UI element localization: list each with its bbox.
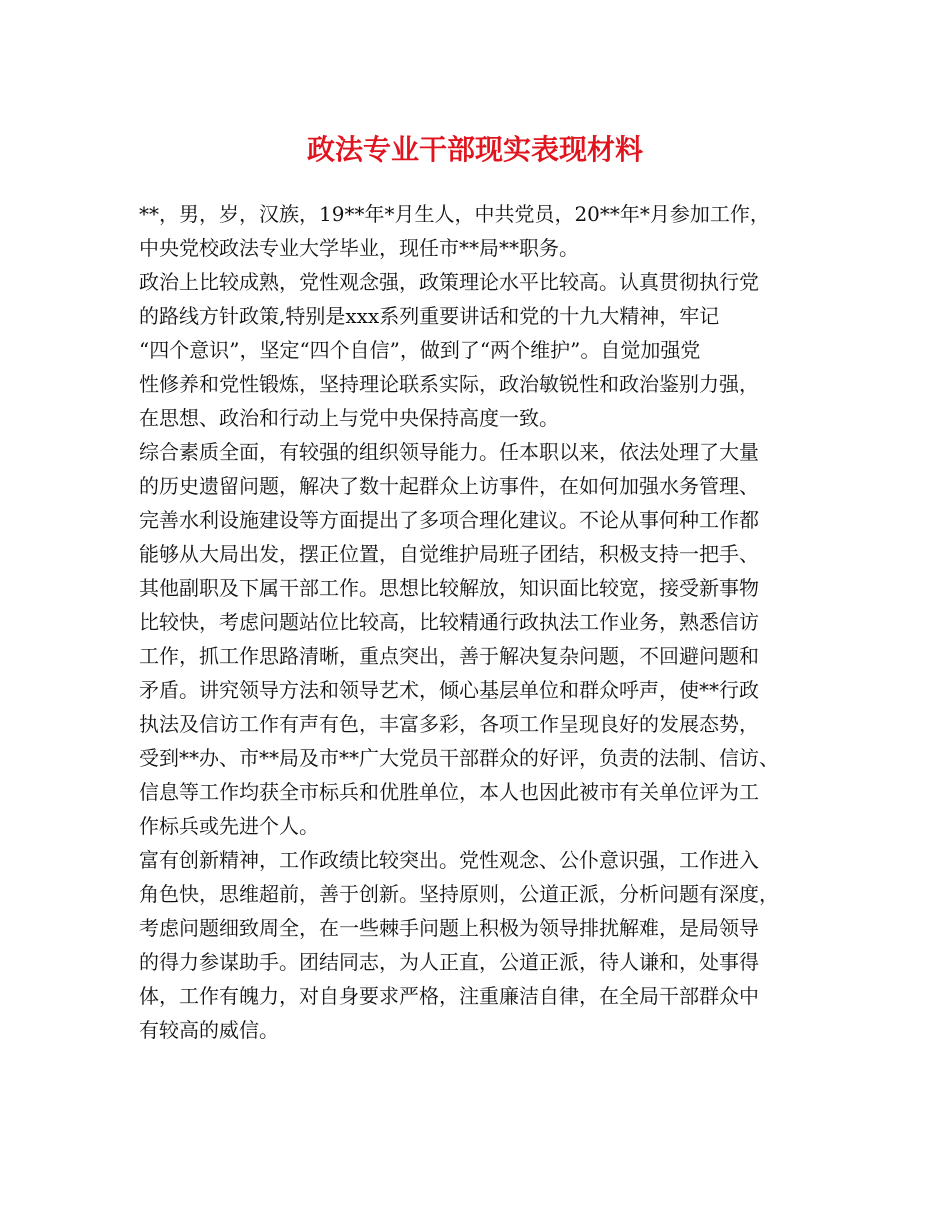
paragraph-line: 政治上比较成熟，党性观念强，政策理论水平比较高。认真贯彻执行党 [139,270,759,294]
paragraph-political-quality [139,265,827,435]
paragraph-personal-info [139,197,827,265]
paragraph-line: **，男，岁，汉族，19**年*月生人，中共党员，20**年*月参加工作， [139,202,770,226]
paragraph-innovation [139,843,827,1047]
document-title: 政法专业干部现实表现材料 [306,133,643,166]
paragraph-line: 角色快，思维超前，善于创新。坚持原则，公道正派，分析问题有深度， [139,882,779,906]
paragraph-line: 信息等工作均获全市标兵和优胜单位，本人也因此被市有关单位评为工 [139,780,759,804]
paragraph-line: 考虑问题细致周全，在一些棘手问题上积极为领导排扰解难，是局领导 [139,916,759,940]
paragraph-line: 综合素质全面，有较强的组织领导能力。任本职以来，依法处理了大量 [139,440,759,464]
paragraph-line: 体，工作有魄力，对自身要求严格，注重廉洁自律，在全局干部群众中 [139,984,759,1008]
paragraph-line: 作标兵或先进个人。 [139,814,319,838]
paragraph-line: 富有创新精神，工作政绩比较突出。党性观念、公仆意识强，工作进入 [139,848,759,872]
document-body [139,197,827,1047]
paragraph-line: 比较快，考虑问题站位比较高，比较精通行政执法工作业务，熟悉信访 [139,610,759,634]
paragraph-line: 在思想、政治和行动上与党中央保持高度一致。 [139,406,559,430]
paragraph-line: 有较高的威信。 [139,1018,279,1042]
paragraph-leadership-ability [139,435,827,843]
paragraph-line: 执法及信访工作有声有色，丰富多彩，各项工作呈现良好的发展态势， [139,712,759,736]
paragraph-line: 的路线方针政策,特别是xxx系列重要讲话和党的十九大精神，牢记 [139,304,720,328]
paragraph-line: 中央党校政法专业大学毕业，现任市**局**职务。 [139,236,579,260]
paragraph-line: 的历史遗留问题，解决了数十起群众上访事件，在如何加强水务管理、 [139,474,759,498]
paragraph-line: 完善水利设施建设等方面提出了多项合理化建议。不论从事何种工作都 [139,508,759,532]
paragraph-line: “四个意识”，坚定“四个自信”，做到了“两个维护”。自觉加强党 [139,338,701,362]
paragraph-line: 受到**办、市**局及市**广大党员干部群众的好评，负责的法制、信访、 [139,746,779,770]
paragraph-line: 能够从大局出发，摆正位置，自觉维护局班子团结，积极支持一把手、 [139,542,759,566]
paragraph-line: 性修养和党性锻炼，坚持理论联系实际，政治敏锐性和政治鉴别力强， [139,372,759,396]
paragraph-line: 工作，抓工作思路清晰，重点突出，善于解决复杂问题，不回避问题和 [139,644,759,668]
paragraph-line: 矛盾。讲究领导方法和领导艺术，倾心基层单位和群众呼声，使**行政 [139,678,759,702]
paragraph-line: 其他副职及下属干部工作。思想比较解放，知识面比较宽，接受新事物 [139,576,759,600]
paragraph-line: 的得力参谋助手。团结同志，为人正直，公道正派，待人谦和，处事得 [139,950,759,974]
